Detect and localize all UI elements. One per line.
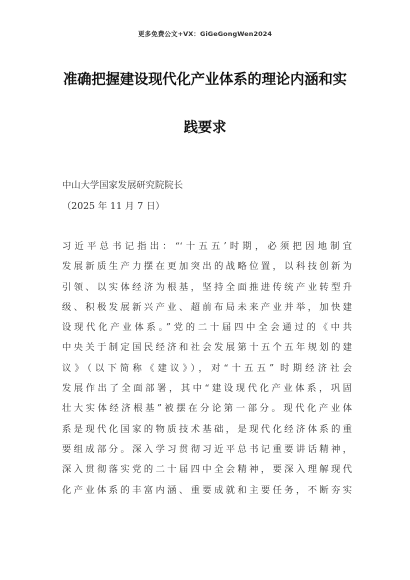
body-paragraph [62, 237, 352, 501]
publication-date: （2025 年 11 月 7 日） [62, 201, 165, 212]
body-line: 系是现代化国家的物质技术基础，是现代化经济体系的重 [62, 423, 352, 435]
body-line: 议》（以下简称《建议》），对“十五五” 时期经济社会 [62, 362, 352, 374]
header-watermark: 更多免费公文+VX：GiGeGongWen2024 [138, 30, 272, 38]
document-title-line-1: 准确把握建设现代化产业体系的理论内涵和实 [63, 72, 347, 88]
body-line: 引领、以实体经济为根基，坚持全面推进传统产业转型升 [62, 281, 352, 293]
body-line: 习近平总书记指出：“‘十五五’时期，必须把因地制宜 [62, 241, 352, 252]
body-line: 级、积极发展新兴产业、超前布局未来产业并举，加快建 [62, 301, 352, 313]
body-line: 深入贯彻落实党的二十届四中全会精神，要深入理解现代 [62, 464, 352, 476]
body-line: 发展作出了全面部署，其中“建设现代化产业体系，巩固 [62, 383, 352, 395]
body-line: 发展新质生产力摆在更加突出的战略位置，以科技创新为 [62, 261, 352, 273]
body-line: 设现代化产业体系。”党的二十届四中全会通过的《中共 [62, 322, 352, 334]
body-line: 化产业体系的丰富内涵、重要成就和主要任务，不断夯实 [62, 484, 352, 496]
body-line: 要组成部分。深入学习贯彻习近平总书记重要讲话精神， [62, 443, 352, 455]
document-title-line-2: 践要求 [183, 120, 227, 136]
author-affiliation: 中山大学国家发展研究院院长 [62, 180, 183, 191]
body-line: 中央关于制定国民经济和社会发展第十五个五年规划的建 [62, 342, 352, 354]
body-line: 壮大实体经济根基”被摆在分论第一部分。现代化产业体 [62, 403, 352, 415]
